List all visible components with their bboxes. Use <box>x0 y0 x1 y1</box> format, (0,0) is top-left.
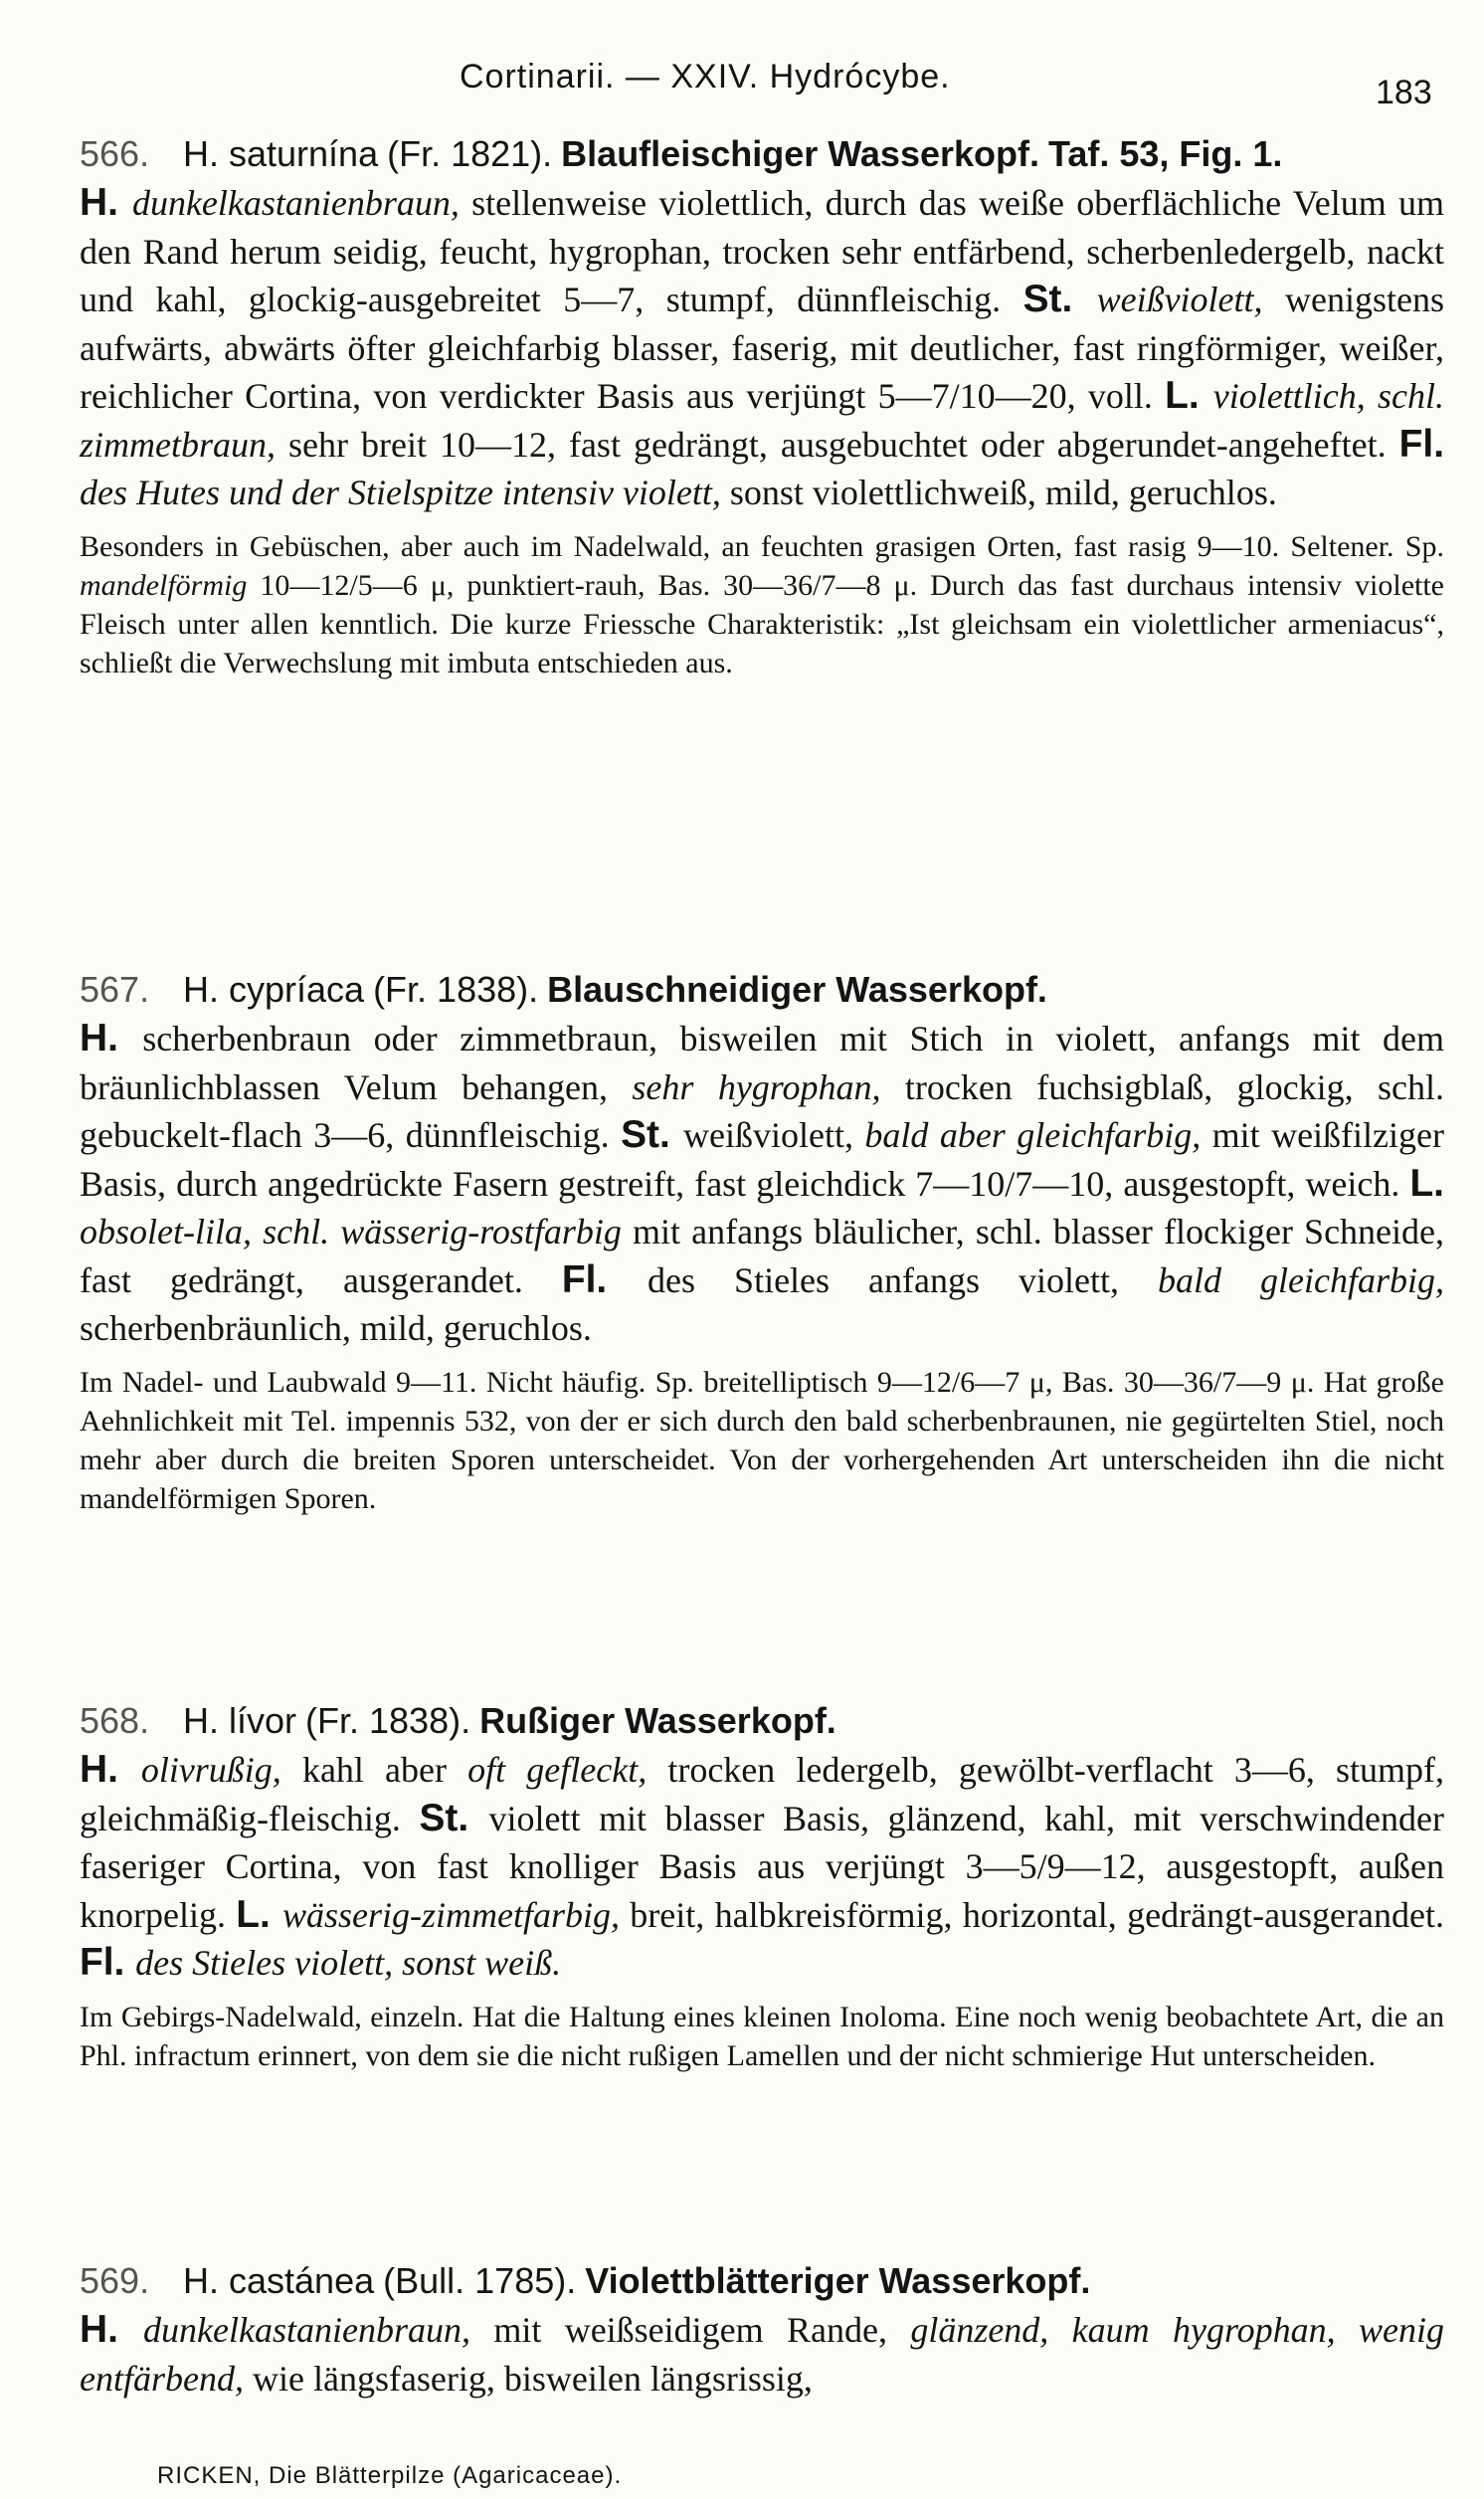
entry-heading <box>80 965 1444 1015</box>
key-label: H. <box>80 181 132 224</box>
key-label: Fl. <box>1398 422 1444 466</box>
text-run: mit weißfilziger Basis, durch angedrückte Fasern gestreift, fast gleichdick 7—10/7—10, ausgestopft, weich. <box>80 1115 1444 1204</box>
text-run: Im Gebirgs-Nadelwald, einzeln. Hat die Haltung eines kleinen Inoloma. Eine noch wenig beobachtete Art, die an Phl. infractum erinnert, von dem sie die nicht rußigen Lamellen und der nicht schmierige Hut unterscheiden. <box>80 2000 1444 2072</box>
species-authority: (Fr. 1821). <box>387 133 553 174</box>
key-label: H. <box>80 2308 144 2351</box>
italic-run: des Hutes und der Stielspitze intensiv violett, <box>80 473 721 512</box>
species-name: H. cypríaca <box>183 969 365 1010</box>
text-run: kahl aber <box>280 1750 468 1790</box>
species-description <box>80 1746 1444 1988</box>
species-authority: (Fr. 1838). <box>373 969 539 1010</box>
entry-number: 568. <box>80 1700 150 1741</box>
entry-number: 567. <box>80 969 150 1010</box>
text-run: Besonders in Gebüschen, aber auch im Nadelwald, an feuchten grasigen Orten, fast rasig 9—10. Seltener. Sp. <box>80 529 1444 563</box>
species-name: H. castánea <box>183 2260 375 2301</box>
italic-run: sehr hygrophan, <box>632 1066 881 1107</box>
italic-run: des Stieles violett, sonst weiß. <box>135 1943 562 1983</box>
species-description <box>80 179 1444 517</box>
text-run: stellenweise violettlich, durch das weiße oberflächliche Velum um den Rand herum seidig, feucht, hygrophan, trocken sehr entfärbend, scherbenledergelb, nackt und kahl, glockig-ausgebreitet 5—7, stumpf, dünnfleischig. <box>80 183 1444 319</box>
italic-run: olivrußig, <box>140 1750 281 1790</box>
italic-run: oft gefleckt, <box>467 1750 648 1790</box>
species-description <box>80 1015 1444 1353</box>
common-name: Blauschneidiger Wasserkopf. <box>547 969 1047 1010</box>
species-name: H. saturnína <box>183 133 379 174</box>
text-run: weißviolett, <box>683 1115 865 1155</box>
text-run: wenigstens aufwärts, abwärts öfter gleichfarbig blasser, faserig, mit deutlicher, fast ringförmiger, weißer, reichlicher Cortina, von verdickter Basis aus verjüngt 5—7/10—20, voll. <box>80 280 1444 416</box>
text-run: mit weißseidigem Rande, <box>469 2310 911 2350</box>
entry-heading <box>80 2256 1444 2306</box>
text-run: scherbenbraun oder zimmetbraun, bisweilen mit Stich in violett, anfangs mit dem bräunlichblassen Velum behangen, <box>80 1019 1444 1107</box>
italic-run: bald aber gleichfarbig, <box>864 1115 1202 1155</box>
key-label: Fl. <box>80 1941 136 1984</box>
text-run: scherbenbräunlich, mild, geruchlos. <box>80 1308 592 1348</box>
species-name: H. lívor <box>183 1700 297 1741</box>
key-label: L. <box>1165 374 1213 417</box>
common-name: Violettblätteriger Wasserkopf. <box>585 2260 1091 2301</box>
species-note <box>80 1363 1444 1518</box>
species-authority: (Fr. 1838). <box>305 1700 471 1741</box>
entry-number: 569. <box>80 2260 150 2301</box>
species-entry-566 <box>80 129 1444 682</box>
text-run: mit anfangs bläulicher, schl. blasser flockiger Schneide, fast gedrängt, ausgerandet. <box>80 1212 1445 1300</box>
italic-run: mandelförmig <box>80 568 248 602</box>
species-authority: (Bull. 1785). <box>383 2260 577 2301</box>
text-run: breit, halbkreisförmig, horizontal, gedrängt-ausgerandet. <box>619 1894 1444 1935</box>
italic-run: glänzend, kaum hygrophan, wenig entfärbend, <box>80 2310 1444 2399</box>
page-number: 183 <box>1376 74 1432 111</box>
italic-run: weißviolett, <box>1096 280 1263 319</box>
common-name: Blaufleischiger Wasserkopf. <box>561 133 1039 174</box>
species-entry-569 <box>80 2256 1444 2403</box>
species-entry-567 <box>80 965 1444 1518</box>
text-run: sonst violettlichweiß, mild, geruchlos. <box>720 473 1277 512</box>
species-description <box>80 2306 1444 2403</box>
entry-heading <box>80 1696 1444 1746</box>
text-run: des Stieles anfangs violett, <box>648 1259 1159 1300</box>
page-header <box>0 50 1484 109</box>
text-run: wie längsfaserig, bisweilen längsrissig, <box>243 2358 813 2399</box>
entry-heading <box>80 129 1444 179</box>
key-label: L. <box>236 1892 282 1936</box>
key-label: St. <box>419 1796 489 1839</box>
text-run: violett mit blasser Basis, glänzend, kahl, mit verschwindender faseriger Cortina, von fast knolliger Basis aus verjüngt 3—5/9—12, ausgestopft, außen knorpelig. <box>80 1798 1444 1935</box>
entry-number: 566. <box>80 133 150 174</box>
species-entry-568 <box>80 1696 1444 2075</box>
key-label: H. <box>80 1017 143 1059</box>
page-footer: RICKEN, Die Blätterpilze (Agaricaceae). <box>157 2462 623 2489</box>
text-run: trocken fuchsigblaß, glockig, schl. gebuckelt-flach 3—6, dünnfleischig. <box>80 1066 1444 1155</box>
key-label: St. <box>1022 278 1097 320</box>
plate-reference: Taf. 53, Fig. 1. <box>1048 133 1283 174</box>
key-label: L. <box>1409 1161 1444 1205</box>
italic-run: bald gleichfarbig, <box>1158 1259 1445 1300</box>
text-run: trocken ledergelb, gewölbt-verflacht 3—6, stumpf, gleichmäßig-fleischig. <box>80 1750 1444 1838</box>
common-name: Rußiger Wasserkopf. <box>479 1700 836 1741</box>
key-label: H. <box>80 1748 141 1791</box>
text-run: 10—12/5—6 μ, punktiert-rauh, Bas. 30—36/7—8 μ. Durch das fast durchaus intensiv violette Fleisch unter allen kenntlich. Die kurze Friessche Charakteristik: „Ist gleichsam ein violettlicher armeniacus“, schließt die Verwechslung mit imbuta entschieden aus. <box>80 568 1444 679</box>
text-run: sehr breit 10—12, fast gedrängt, ausgebuchtet oder abgerundet-angeheftet. <box>276 424 1399 465</box>
species-note <box>80 527 1444 682</box>
key-label: Fl. <box>561 1257 649 1301</box>
running-title: Cortinarii. — XXIV. Hydrócybe. <box>460 58 951 96</box>
italic-run: wässerig-zimmetfarbig, <box>281 1894 620 1935</box>
italic-run: dunkelkastanienbraun, <box>131 183 460 223</box>
species-note <box>80 1998 1444 2075</box>
text-run: Im Nadel- und Laubwald 9—11. Nicht häufig. Sp. breitelliptisch 9—12/6—7 μ, Bas. 30—36/7—9 μ. Hat große Aehnlichkeit mit Tel. impennis 532, von der er sich durch den bald scherbenbraunen, nie gegürtelten Stiel, noch mehr aber durch die breiten Sporen unterscheidet. Von der vorhergehenden Art unterscheiden ihn die nicht mandelförmigen Sporen. <box>80 1365 1444 1515</box>
key-label: St. <box>621 1113 684 1156</box>
italic-run: dunkelkastanienbraun, <box>143 2310 470 2350</box>
italic-run: violettlich, schl. zimmetbraun, <box>80 376 1444 465</box>
italic-run: obsolet-lila, schl. wässerig-rostfarbig <box>80 1212 622 1251</box>
